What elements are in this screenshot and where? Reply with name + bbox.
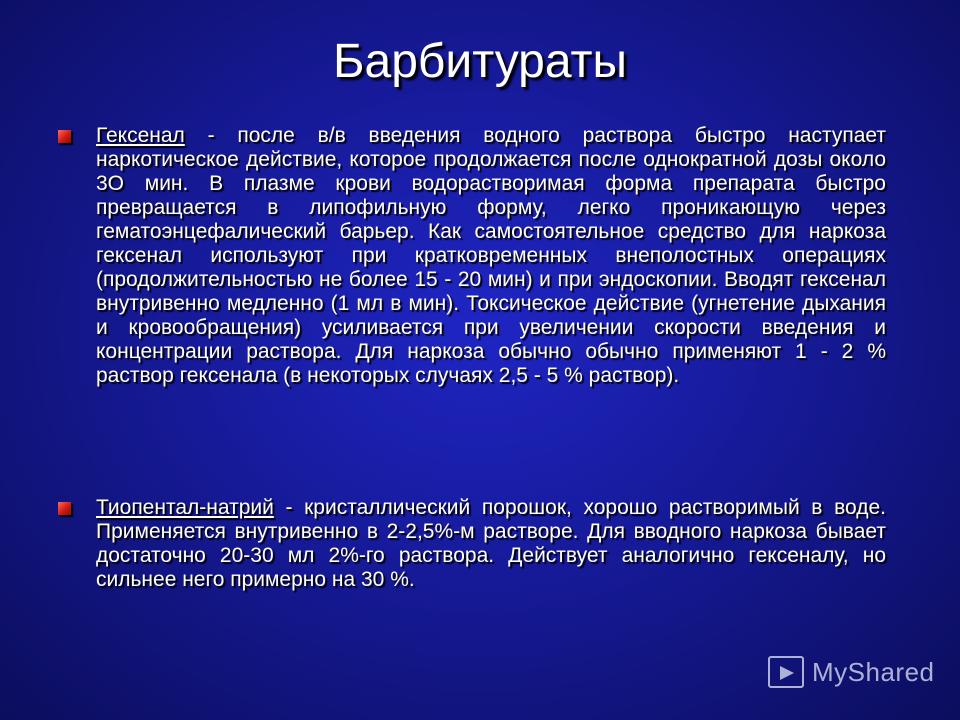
bullet-text [58,124,886,388]
bullet-description: - кристаллический порошок, хорошо растворимый в воде. Применяется внутривенно в 2-2,5%-м растворе. Для вводного наркоза бывает достаточно 20-30 мл 2%-го раствора. Действует аналогично гексеналу, но сильнее него примерно на 30 %. [96,496,886,591]
watermark-text: MyShared [812,656,935,687]
bullet-term: Тиопентал-натрий [96,496,274,519]
bullet-text [58,496,886,592]
bullet-square-icon [58,502,71,515]
bullet-term: Гексенал [96,124,185,147]
bullet-description: - после в/в введения водного раствора быстро наступает наркотическое действие, которое продолжается после однократной дозы около 3О мин. В плазме крови водорастворимая форма препарата быстро превращается в липофильную форму, легко проникающую через гематоэнцефалический барьер. Как самостоятельное средство для наркоза гексенал используют при кратковременных внеполостных операциях (продолжительностью не более 15 - 20 мин) и при эндоскопии. Вводят гексенал внутривенно медленно (1 мл в мин). Токсическое действие (угнетение дыхания и кровообращения) усиливается при увеличении скорости введения и концентрации раствора. Для наркоза обычно обычно применяют 1 - 2 % раствор гексенала (в некоторых случаях 2,5 - 5 % раствор). [96,124,886,387]
bullet-square-icon [58,130,71,143]
play-icon [768,656,804,688]
bullet-item-hexenal [58,124,886,388]
slide-title: Барбитураты [333,35,627,88]
bullet-item-thiopental [58,496,886,592]
watermark-logo [768,654,935,690]
